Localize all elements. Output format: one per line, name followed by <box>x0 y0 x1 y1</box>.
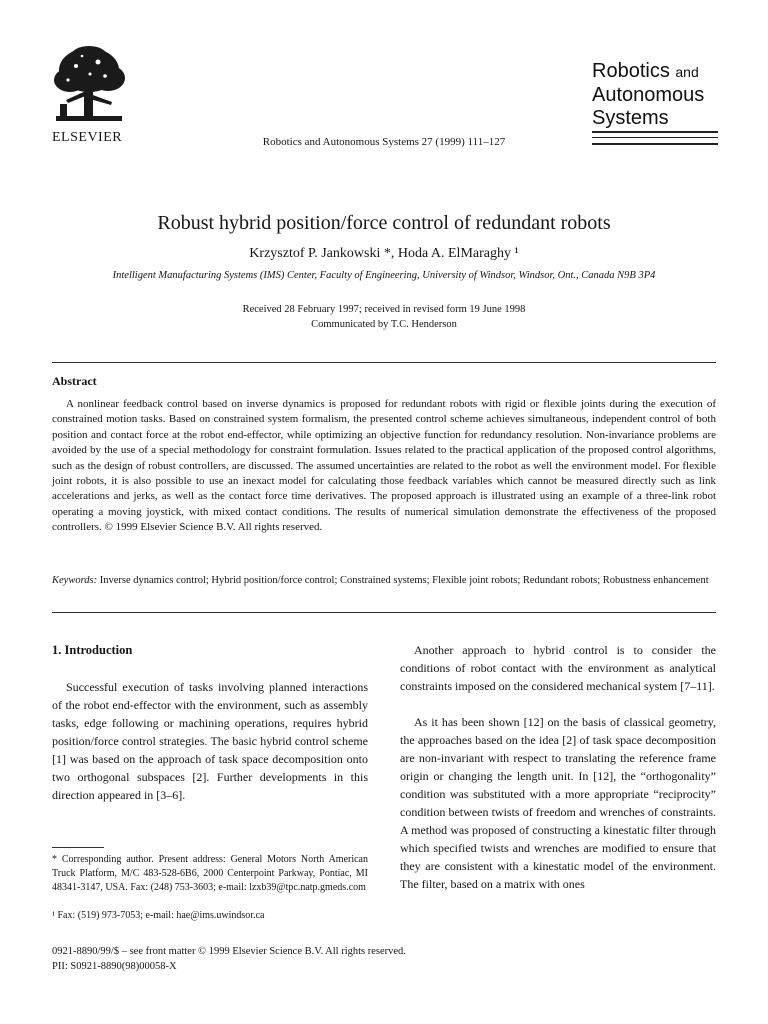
publisher-name: ELSEVIER <box>52 130 123 145</box>
footnote-rule <box>52 847 104 848</box>
journal-rule-bottom <box>592 143 718 145</box>
keywords-label: Keywords: <box>52 575 98 586</box>
abstract-heading: Abstract <box>52 374 97 388</box>
intro-paragraph-1: Successful execution of tasks involving planned interactions of the robot end-effector with the environment, such as assembly tasks, edge following or machining operations, requires hybrid position/force control strategies. The basic hybrid control scheme [1] was based on the approach of task space decomposition onto two orthogonal subspaces [2]. Further developments in this direction appeared in [3–6]. <box>52 680 368 802</box>
abstract-bottom-rule <box>52 612 716 613</box>
journal-title-line2: Autonomous <box>592 84 705 106</box>
article-title: Robust hybrid position/force control of redundant robots <box>157 212 611 234</box>
journal-rule-thick <box>592 131 718 133</box>
abstract-text: A nonlinear feedback control based on inverse dynamics is proposed for redundant robots with rigid or flexible joints during the execution of constrained motion tasks. Based on constrained system formalism, the presented control scheme achieves simultaneous, independent control of both position and contact force at the robot end-effector, while optimizing an objective function for redundancy resolution. Non-invariance problems are avoided by the use of a special methodology for constraint formulation. Issues related to the practical application of the proposed control algorithms, such as the design of robust controllers, are discussed. The assumed uncertainties are related to the robot as well the environment model. For flexible joint robots, it is also possible to use an inexact model for calculating those feedback variables which cannot be measured directly such as link accelerations and jerks, as well as the contact force time derivatives. The proposed approach is illustrated using an example of a three-link robot operating a moving joystick, with mixed contact conditions. The results of numerical simulation demonstrate the effectiveness of the proposed controllers. © 1999 Elsevier Science B.V. All rights reserved. <box>52 398 716 534</box>
journal-title-line3: Systems <box>592 107 669 129</box>
front-matter-info <box>52 944 406 974</box>
journal-citation: Robotics and Autonomous Systems 27 (1999) 111–127 <box>262 136 506 148</box>
keywords <box>52 574 716 588</box>
intro-paragraph-3: As it has been shown [12] on the basis of classical geometry, the approaches based on the idea [2] of task space decomposition are non-invariant with respect to translating the reference frame origin or changing the length unit. In [12], the “orthogonality” condition was substituted with a more appropriate “reciprocity” condition between twists of freedom and wrenches of constraints. A method was proposed of constructing a kinestatic filter through which specified twists and wrenches are modified to ensure that they are consistent with a kinestatic model of the environment. The filter, based on a matrix with ones <box>400 715 716 891</box>
keywords-list: Inverse dynamics control; Hybrid position/force control; Constrained systems; Flexible joint robots; Redundant robots; Robustness enhancement <box>97 575 709 586</box>
article-dates <box>0 302 768 332</box>
abstract-top-rule <box>52 362 716 363</box>
copyright-line: 0921-8890/99/$ – see front matter © 1999 Elsevier Science B.V. All rights reserved. <box>52 946 406 957</box>
journal-rule-thin <box>592 137 718 138</box>
received-dates: Received 28 February 1997; received in revised form 19 June 1998 <box>242 304 526 315</box>
footnote-second-author: ¹ Fax: (519) 973-7053; e-mail: hae@ims.uwindsor.ca <box>52 910 265 921</box>
journal-title <box>592 60 742 130</box>
elsevier-tree-logo-icon <box>50 44 128 128</box>
journal-title-and: and <box>675 64 699 80</box>
pii-line: PII: S0921-8890(98)00058-X <box>52 961 177 972</box>
intro-paragraph-2: Another approach to hybrid control is to consider the conditions of robot contact with the environment as analytical constraints imposed on the considered mechanical system [7–11]. <box>400 643 716 693</box>
communicated-by: Communicated by T.C. Henderson <box>311 319 457 330</box>
article-authors: Krzysztof P. Jankowski *, Hoda A. ElMaraghy ¹ <box>249 246 519 261</box>
author-affiliation: Intelligent Manufacturing Systems (IMS) Center, Faculty of Engineering, University of Windsor, Windsor, Ont., Canada N9B 3P4 <box>112 270 656 281</box>
journal-title-line1: Robotics <box>592 60 670 82</box>
section-heading-introduction: 1. Introduction <box>52 643 133 657</box>
footnote-corresponding-author: * Corresponding author. Present address: General Motors North American Truck Platform, M/C 483-528-6B6, 2000 Centerpoint Parkway, Pontiac, MI 48341-3147, USA. Fax: (248) 753-3603; e-mail: lzxb39@tpc.natp.gmeds.com <box>52 854 368 893</box>
